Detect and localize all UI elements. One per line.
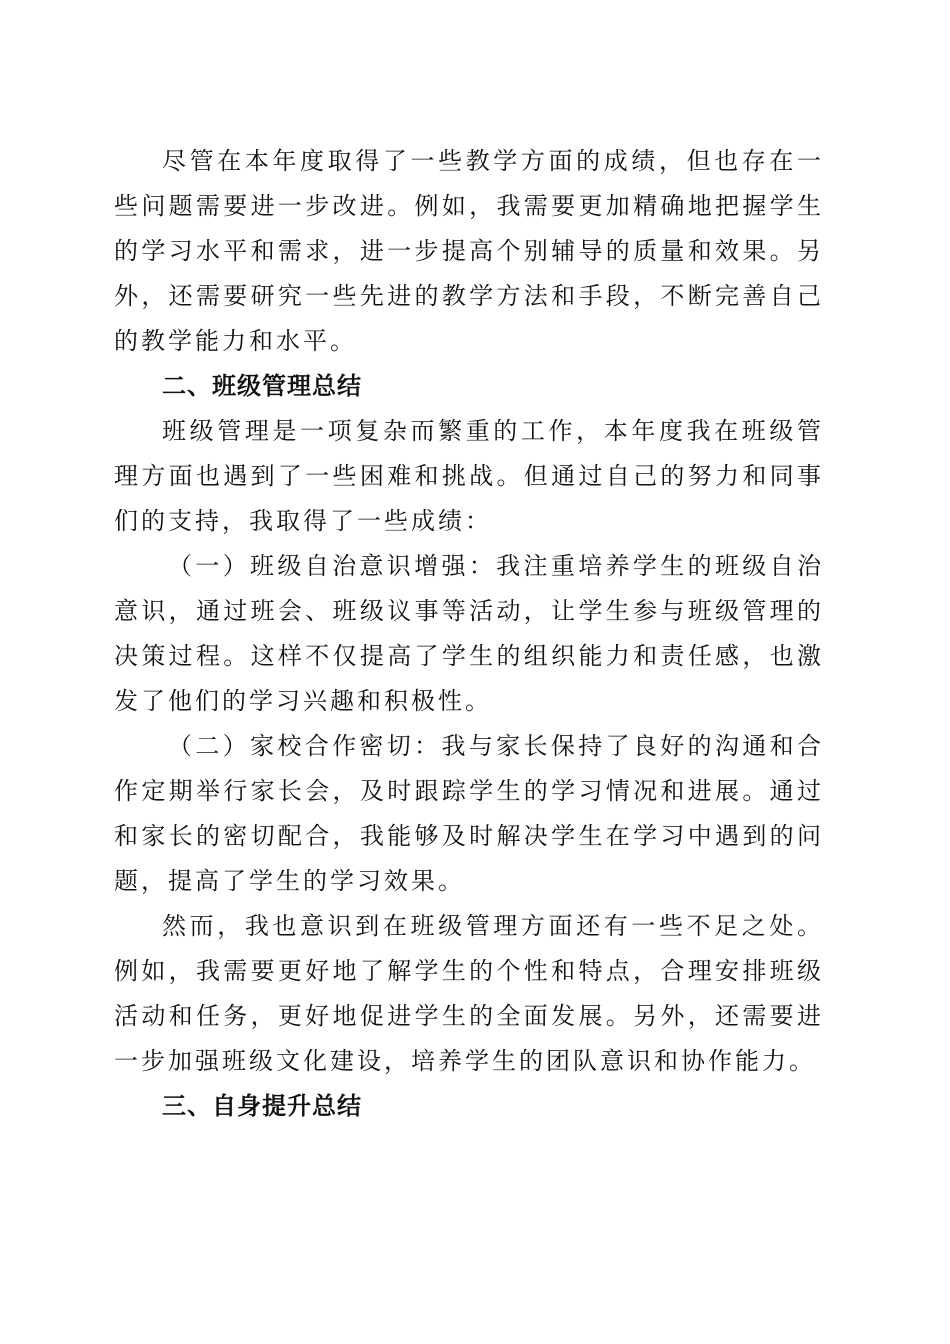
paragraph-management-shortcomings: 然而，我也意识到在班级管理方面还有一些不足之处。例如，我需要更好地了解学生的个性和特点，合理安排班级活动和任务，更好地促进学生的全面发展。另外，还需要进一步加强班级文化建设，培养学生的团队意识和协作能力。 (114, 912, 824, 1075)
paragraph-teaching-issues: 尽管在本年度取得了一些教学方面的成绩，但也存在一些问题需要进一步改进。例如，我需要更加精确地把握学生的学习水平和需求，进一步提高个别辅导的质量和效果。另外，还需要研究一些先进的教学方法和手段，不断完善自己的教学能力和水平。 (114, 147, 824, 355)
paragraph-self-governance: （一）班级自治意识增强：我注重培养学生的班级自治意识，通过班会、班级议事等活动，让学生参与班级管理的决策过程。这样不仅提高了学生的组织能力和责任感，也激发了他们的学习兴趣和积极性。 (114, 552, 824, 715)
document-body (114, 139, 824, 1129)
paragraph-home-school-cooperation: （二）家校合作密切：我与家长保持了良好的沟通和合作定期举行家长会，及时跟踪学生的学习情况和进展。通过和家长的密切配合，我能够及时解决学生在学习中遇到的问题，提高了学生的学习效果。 (114, 732, 824, 895)
section-heading-class-management: 二、班级管理总结 (162, 372, 362, 400)
paragraph-class-management-intro: 班级管理是一项复杂而繁重的工作，本年度我在班级管理方面也遇到了一些困难和挑战。但通过自己的努力和同事们的支持，我取得了一些成绩： (114, 417, 824, 535)
section-heading-self-improvement: 三、自身提升总结 (162, 1092, 362, 1120)
